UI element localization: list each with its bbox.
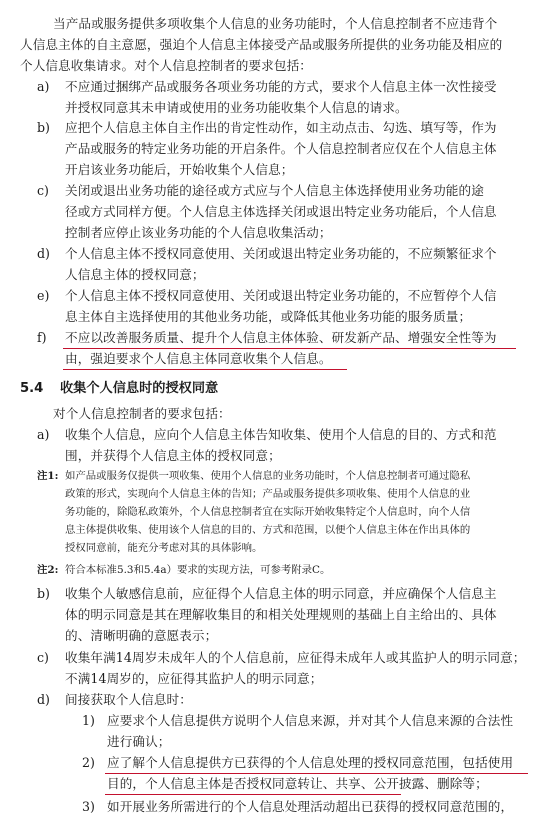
list-item-text: 收集年满14周岁未成年人的个人信息前，应征得未成年人或其监护人的明示同意；	[65, 650, 526, 665]
list-item-text: 并授权同意其未申请或使用的业务功能收集个人信息的请求。	[65, 100, 408, 115]
list-item-label: a)	[37, 79, 50, 94]
list-item-text: 息主体自主选择使用的其他业务功能，或降低其他业务功能的服务质量；	[65, 309, 472, 324]
note-text: 政策的形式，实现向个人信息主体的告知；产品或服务提供多项收集、使用个人信息的业	[65, 488, 471, 500]
list-item-text: 应把个人信息主体自主作出的肯定性动作，如主动点击、勾选、填写等，作为	[65, 120, 497, 135]
list-item-text: 个人信息主体不授权同意使用、关闭或退出特定业务功能的，不应频繁征求个	[65, 246, 497, 261]
sub-item-text: 进行确认；	[107, 734, 171, 749]
list-item-text: 不应通过捆绑产品或服务各项业务功能的方式，要求个人信息主体一次性接受	[65, 79, 497, 94]
note-text: 符合本标准5.3和5.4a）要求的实现方法，可参考附录C。	[65, 564, 331, 576]
list-item-label: e)	[37, 288, 50, 303]
requirements-intro: 对个人信息控制者的要求包括：	[53, 406, 231, 421]
list-item-text: 开启该业务功能后，开始收集个人信息；	[65, 162, 294, 177]
red-underline	[63, 348, 516, 349]
list-item-text: 关闭或退出业务功能的途径或方式应与个人信息主体选择使用业务功能的途	[65, 183, 484, 198]
intro-line-3: 个人信息收集请求。对个人信息控制者的要求包括：	[20, 58, 312, 73]
list-item-label: b)	[37, 120, 50, 135]
note-text: 务功能的，除隐私政策外，个人信息控制者宜在实际开始收集特定个人信息时，向个人信	[65, 506, 471, 518]
section-number: 5.4	[20, 381, 44, 396]
list-item-label: a)	[37, 427, 50, 442]
list-item-label: b)	[37, 586, 50, 601]
list-item-label: d)	[37, 246, 50, 261]
sub-item-label: 3)	[82, 799, 95, 814]
note-label: 注1:	[37, 470, 59, 482]
list-item-text: 收集个人敏感信息前，应征得个人信息主体的明示同意，并应确保个人信息主	[65, 586, 497, 601]
intro-line-2: 人信息主体的自主意愿，强迫个人信息主体接受产品或服务所提供的业务功能及相应的	[20, 37, 503, 52]
list-item-text: 体的明示同意是其在理解收集目的和相关处理规则的基础上自主给出的、具体	[65, 607, 497, 622]
list-item-text: 控制者应停止该业务功能的个人信息收集活动；	[65, 225, 332, 240]
list-item-text: 径或方式同样方便。个人信息主体选择关闭或退出特定业务功能后，个人信息	[65, 204, 497, 219]
section-title: 收集个人信息时的授权同意	[60, 381, 219, 396]
list-item-text: 收集个人信息，应向个人信息主体告知收集、使用个人信息的目的、方式和范	[65, 427, 497, 442]
sub-item-text: 目的，个人信息主体是否授权同意转让、共享、公开披露、删除等；	[107, 776, 488, 791]
list-item-text: 不应以改善服务质量、提升个人信息主体体验、研发新产品、增强安全性等为	[65, 330, 497, 345]
sub-item-label: 1)	[82, 713, 95, 728]
list-item-text: 由，强迫要求个人信息主体同意收集个人信息。	[65, 351, 332, 366]
sub-item-text: 应要求个人信息提供方说明个人信息来源，并对其个人信息来源的合法性	[107, 713, 514, 728]
list-item-text: 人信息主体的授权同意；	[65, 267, 205, 282]
list-item-text: 产品或服务的特定业务功能的开启条件。个人信息控制者应仅在个人信息主体	[65, 141, 497, 156]
sub-item-label: 2)	[82, 755, 95, 770]
list-item-text: 围，并获得个人信息主体的授权同意；	[65, 448, 281, 463]
note-text: 授权同意前，能充分考虑对其的具体影响。	[65, 542, 263, 554]
list-item-label: f)	[37, 330, 47, 345]
note-text: 息主体提供收集、使用该个人信息的目的、方式和范围，以便个人信息主体在作出具体的	[65, 524, 471, 536]
red-underline	[105, 794, 401, 795]
note-label: 注2:	[37, 564, 59, 576]
list-item-text: 个人信息主体不授权同意使用、关闭或退出特定业务功能的，不应暂停个人信	[65, 288, 497, 303]
red-underline	[63, 369, 347, 370]
list-item-text: 间接获取个人信息时：	[65, 692, 192, 707]
red-underline	[105, 773, 528, 774]
intro-line-1: 当产品或服务提供多项收集个人信息的业务功能时，个人信息控制者不应违背个	[53, 16, 498, 31]
list-item-label: c)	[37, 650, 49, 665]
sub-item-text: 如开展业务所需进行的个人信息处理活动超出已获得的授权同意范围的，	[107, 799, 514, 814]
list-item-label: d)	[37, 692, 50, 707]
list-item-label: c)	[37, 183, 49, 198]
sub-item-text: 应了解个人信息提供方已获得的个人信息处理的授权同意范围，包括使用	[107, 755, 514, 770]
list-item-text: 的、清晰明确的意愿表示；	[65, 628, 218, 643]
note-text: 如产品或服务仅提供一项收集、使用个人信息的业务功能时，个人信息控制者可通过隐私	[65, 470, 471, 482]
list-item-text: 不满14周岁的，应征得其监护人的明示同意；	[65, 671, 323, 686]
